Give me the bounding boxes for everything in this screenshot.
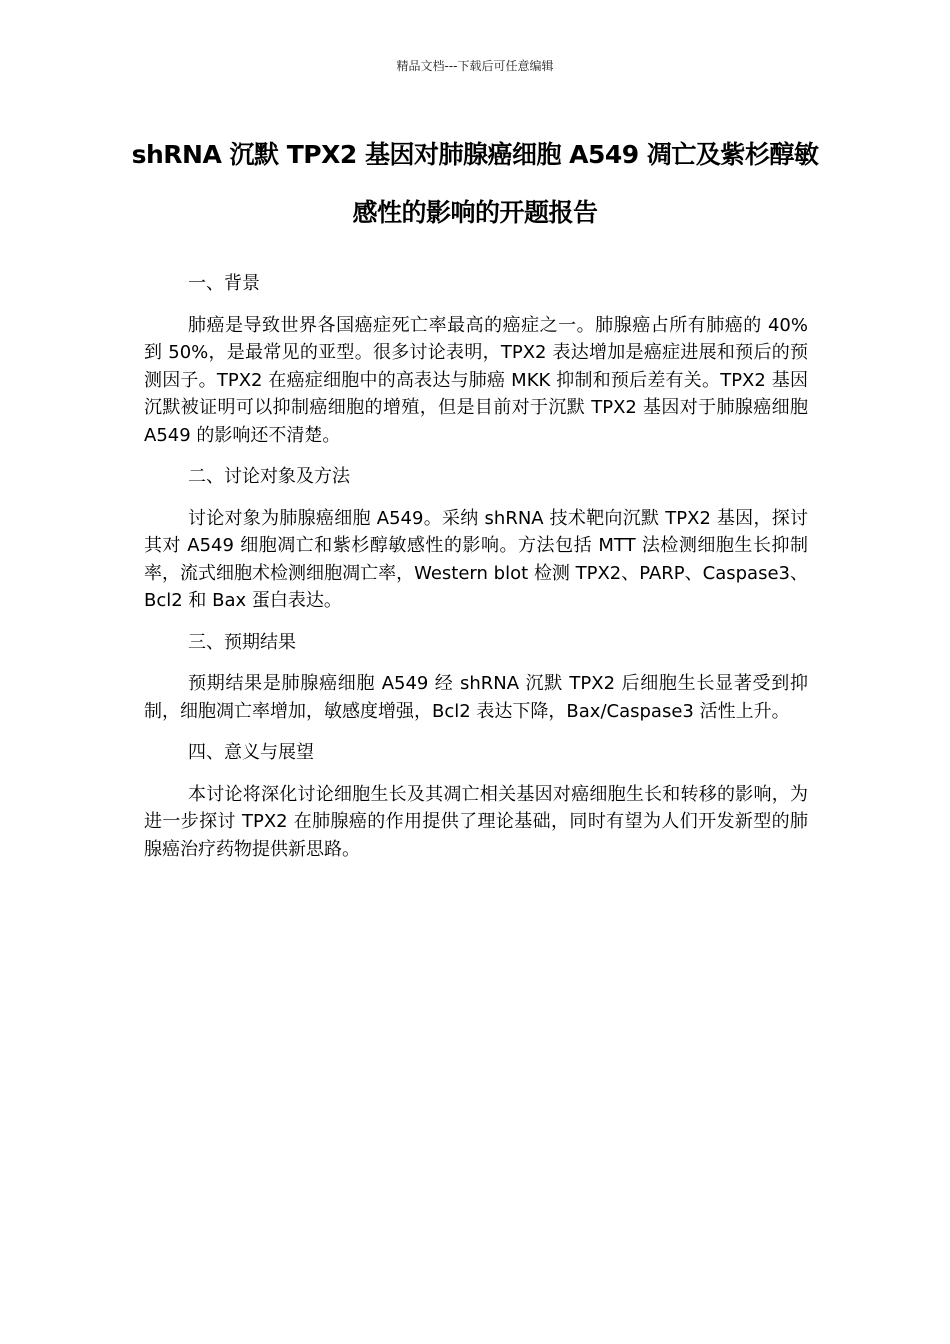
- section-paragraph: 本讨论将深化讨论细胞生长及其凋亡相关基因对癌细胞生长和转移的影响，为进一步探讨 TPX2 在肺腺癌的作用提供了理论基础，同时有望为人们开发新型的肺腺癌治疗药物提供新思路。: [144, 783, 808, 860]
- section-significance: [144, 739, 808, 863]
- section-methods: [144, 463, 808, 615]
- section-heading: 四、意义与展望: [188, 742, 314, 763]
- section-paragraph: 肺癌是导致世界各国癌症死亡率最高的癌症之一。肺腺癌占所有肺癌的 40%到 50%，是最常见的亚型。很多讨论表明，TPX2 表达增加是癌症进展和预后的预测因子。TPX2 在癌症细胞中的高表达与肺癌 MKK 抑制和预后差有关。TPX2 基因沉默被证明可以抑制癌细胞的增殖，但是目前对于沉默 TPX2 基因对于肺腺癌细胞 A549 的影响还不清楚。: [144, 314, 808, 446]
- section-paragraph: 预期结果是肺腺癌细胞 A549 经 shRNA 沉默 TPX2 后细胞生长显著受到抑制，细胞凋亡率增加，敏感度增强，Bcl2 表达下降，Bax/Caspase3 活性上升。: [144, 673, 808, 722]
- section-heading: 一、背景: [188, 273, 260, 294]
- section-paragraph: 讨论对象为肺腺癌细胞 A549。采纳 shRNA 技术靶向沉默 TPX2 基因，探讨其对 A549 细胞凋亡和紫杉醇敏感性的影响。方法包括 MTT 法检测细胞生长抑制率，流式细胞术检测细胞凋亡率，Western blot 检测 TPX2、PARP、Caspase3、Bcl2 和 Bax 蛋白表达。: [144, 507, 808, 611]
- section-heading: 二、讨论对象及方法: [188, 466, 350, 487]
- document-body: [144, 270, 808, 877]
- section-background: [144, 270, 808, 449]
- document-title: shRNA 沉默 TPX2 基因对肺腺癌细胞 A549 凋亡及紫杉醇敏感性的影响的开题报告: [131, 140, 819, 227]
- section-expected-results: [144, 629, 808, 726]
- header-note: 精品文档---下载后可任意编辑: [396, 59, 554, 73]
- section-heading: 三、预期结果: [188, 631, 296, 653]
